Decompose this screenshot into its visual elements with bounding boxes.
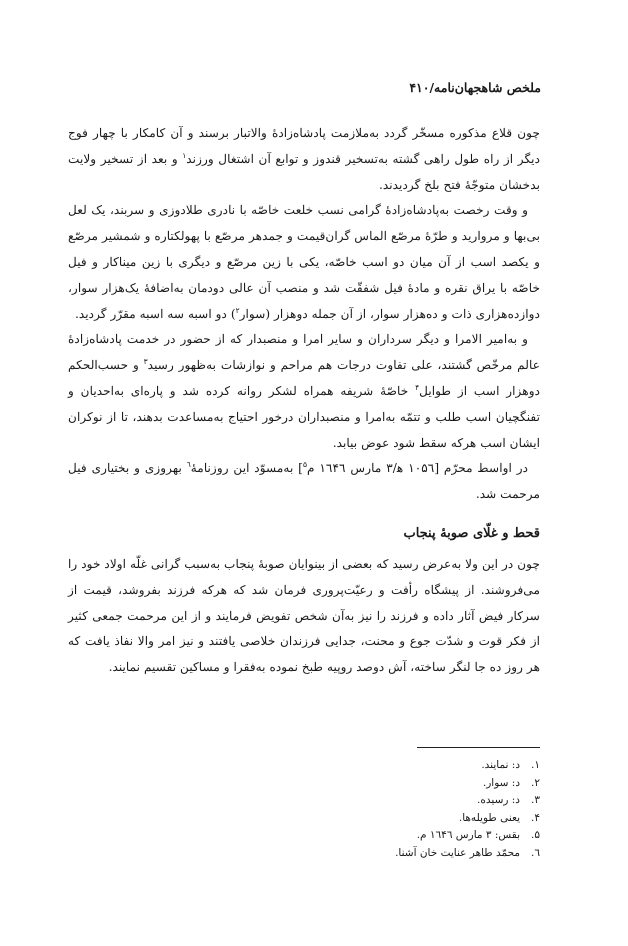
footnote-number: ۱. <box>531 759 540 771</box>
footnote <box>240 792 540 810</box>
footnote-ref: ۱ <box>182 150 187 160</box>
footnote-ref: ۲ <box>235 305 240 315</box>
paragraph-text: و حسب‌الحکم دوهزار اسب از طوایل <box>68 358 541 398</box>
paragraph-text: بهروزی و بختیاری فیل مرحمت شد. <box>68 461 540 502</box>
footnote-divider <box>417 747 540 748</box>
footnote-ref: ۵ <box>302 460 307 470</box>
paragraph-4 <box>68 456 540 508</box>
footnote <box>240 810 540 828</box>
paragraph-text: ] به‌مسوّد این روزنامهٔ <box>190 461 303 476</box>
footnote-text: یعنی طویله‌ها. <box>458 811 520 824</box>
paragraph-text: و به‌امیر الامرا و دیگر سرداران و سایر امرا و منصبدار که از حضور در خدمت پادشاه‌زادهٔ عالم مرخّص گشتند، علی تفاوت درجات هم مراحم و نوازشات به‌ظهور رسید <box>68 332 540 373</box>
footnote-number: ۲. <box>531 776 540 789</box>
footnote-text: د: نمایند. <box>481 759 520 771</box>
footnote-number: ۳. <box>531 794 540 807</box>
footnote-number: ٦. <box>531 846 540 859</box>
footnote-text: محمّد طاهر عنایت خان آشنا. <box>395 846 520 859</box>
footnote-text: د: رسیده. <box>477 794 520 807</box>
paragraph-text: ) دو اسبه سه اسبه مقرّر گردید. <box>74 306 236 321</box>
footnote <box>240 775 540 793</box>
body-text <box>68 121 540 681</box>
paragraph-2 <box>68 198 540 327</box>
running-header: ملخص شاهجهان‌نامه/۴۱۰ <box>409 80 541 95</box>
footnote <box>240 827 540 845</box>
footnote-ref: ٦ <box>186 460 191 470</box>
footnote-ref: ۳ <box>143 357 148 367</box>
section-paragraph: چون در این ولا به‌عرض رسید که بعضی از بینوایان صوبهٔ پنجاب به‌سبب گرانی غلّه اولاد خود را می‌فروشند. از پیشگاه رأفت و رعیّت‌پروری فرمان شد که هرکه فرزند بفروشد، قیمت از سرکار فیض آثار داده و فرزند را نیز به‌آن شخص تفویض فرمایند و از این مرحمت جمعی کثیر از فکر قوت و شدّت جوع و محنت، جدایی فرزندان خلاصی یافتند و نیز امر والا نفاذ یافت که هر روز ده جا لنگر ساخته، آش دوصد روپیه طبخ نموده به‌فقرا و مساکین تقسیم نمایند. <box>68 556 540 675</box>
paragraph-text: چون قلاع مذکوره مسخّر گردد به‌ملازمت پادشاه‌زادهٔ والاتبار برسند و آن کامکار با چهار فوج دیگر از راه طول راهی گشته به‌تسخیر قندوز و توابع آن اشتغال ورزند <box>68 126 540 166</box>
paragraph-text: و بعد از تسخیر ولایت بدخشان متوجّهٔ فتح بلخ گردیدند. <box>68 151 540 192</box>
footnote <box>240 757 540 775</box>
paragraph-3 <box>68 327 540 456</box>
footnotes <box>240 757 540 863</box>
paragraph-text: و وقت رخصت به‌پادشاه‌زادهٔ گرامی نسب خلعت خاصّه با نادری طلادوزی و سربند، یک لعل بی‌بها و مروارید و طرّهٔ مرصّع الماس گران‌قیمت و جمدهر مرصّع با پهولکتاره و شمشیر مرصّع و یکصد اسب از آن میان دو اسب خاصّه، یکی با زین مرصّع و دیگری با زین میناکار و فیل خاصّه با یراق نقره و مادهٔ فیل شفقّت شد و منصب آن عالی دودمان به‌اضافهٔ یک‌هزار سوار، دوازده‌هزاری ذات و ده‌هزار سوار، از آن جمله دوهزار (سوار <box>68 203 540 321</box>
footnote-number: ۵. <box>531 829 540 842</box>
paragraph-text: خاصّهٔ شریفه همراه لشکر روانه کرده شد و پاره‌ای به‌احدیان و تفنگچیان اسب طلب و تتمّه به‌امرا و منصبداران درخور احتیاج به‌مساعدت بدهند، تا از نوکران ایشان اسب هرکه سقط شود عوض بیابد. <box>68 383 540 450</box>
footnote <box>240 845 540 863</box>
footnote-text: بقس: ۳ مارس ۱٦۴٦ م. <box>416 829 520 842</box>
paragraph-1 <box>68 121 540 198</box>
footnote-text: د: سوار. <box>482 776 520 789</box>
paragraph-text: در اواسط محرّم [۱۰۵٦ ه‍/۳ مارس ۱٦۴٦ م <box>306 461 529 476</box>
section-heading: قحط و غلّای صوبهٔ پنجاب <box>403 525 540 541</box>
footnote-number: ۴. <box>531 811 540 824</box>
footnote-ref: ۴ <box>415 382 420 392</box>
